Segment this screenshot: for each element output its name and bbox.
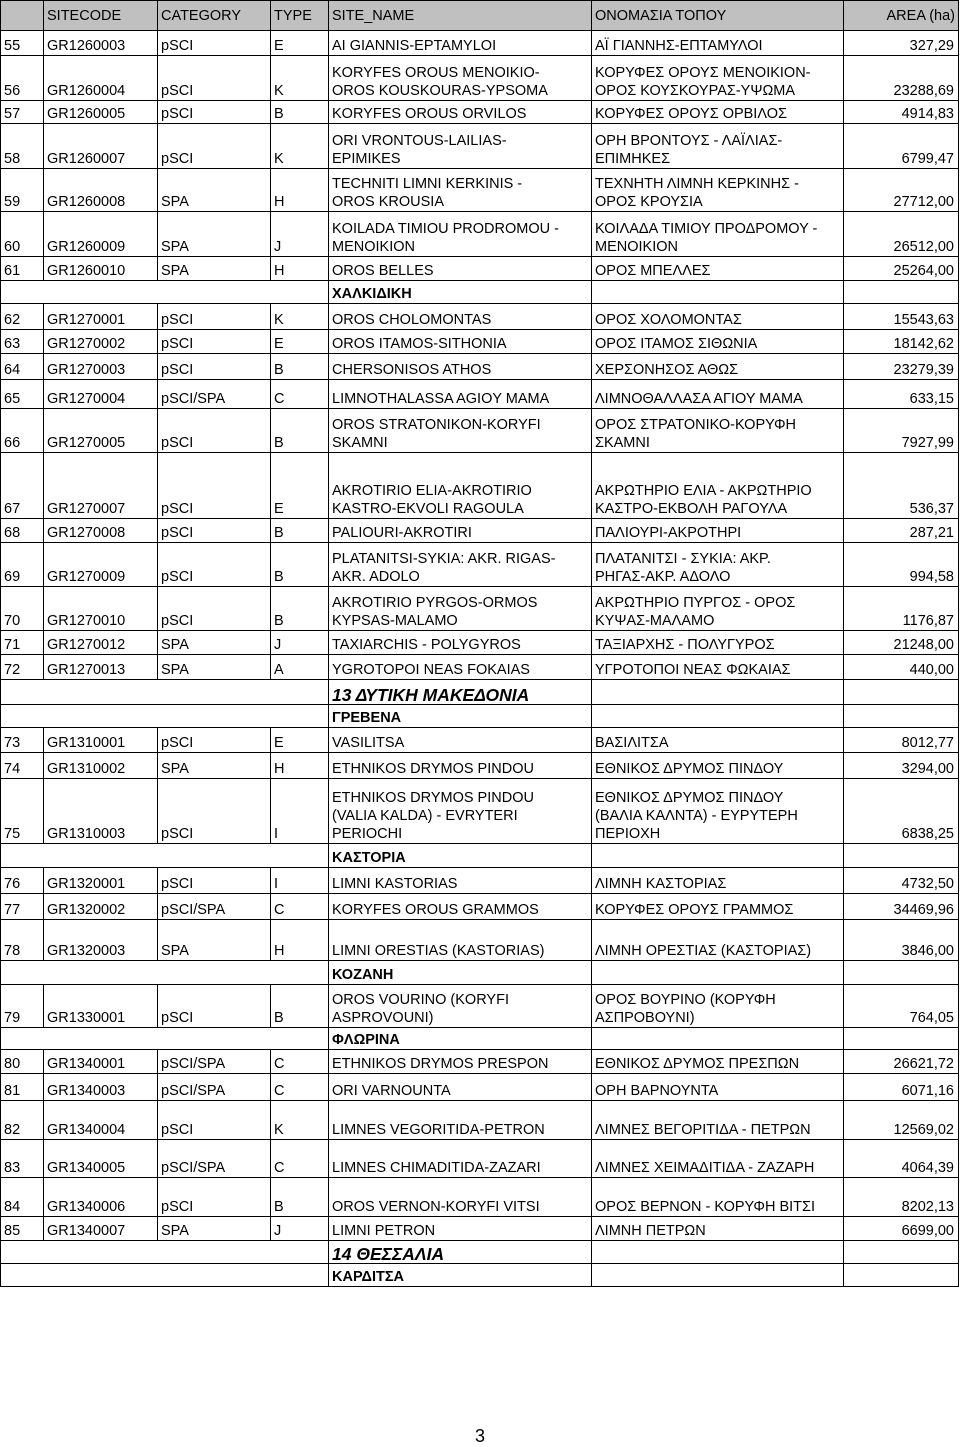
type-cell: I [271, 868, 329, 894]
area-cell: 440,00 [844, 655, 959, 680]
type-cell: E [271, 330, 329, 354]
header-category: CATEGORY [158, 1, 271, 31]
subregion-heading-row [1, 961, 959, 985]
category-cell: SPA [158, 169, 271, 212]
sitecode-cell: GR1260008 [44, 169, 158, 212]
table-row [1, 354, 959, 380]
greek-name-cell: ΛΙΜΝΟΘΑΛΛΑΣΑ ΑΓΙΟΥ ΜΑΜΑ [592, 380, 844, 409]
table-row [1, 453, 959, 519]
heading-spacer [592, 281, 844, 304]
site-name-cell: OROS CHOLOMONTAS [329, 304, 592, 330]
category-cell: pSCI [158, 354, 271, 380]
category-cell: SPA [158, 257, 271, 281]
heading-spacer [844, 1264, 959, 1287]
header-site-name: SITE_NAME [329, 1, 592, 31]
category-cell: SPA [158, 655, 271, 680]
table-row [1, 728, 959, 753]
table-row [1, 380, 959, 409]
heading-spacer [844, 961, 959, 985]
sitecode-cell: GR1270010 [44, 587, 158, 631]
site-name-cell: OROS BELLES [329, 257, 592, 281]
area-cell: 12569,02 [844, 1101, 959, 1140]
table-row [1, 1050, 959, 1074]
area-cell: 3846,00 [844, 920, 959, 961]
type-cell: B [271, 985, 329, 1028]
region-heading-row [1, 1241, 959, 1264]
header-area: AREA (ha) [844, 1, 959, 31]
sitecode-cell: GR1260005 [44, 101, 158, 124]
site-name-cell: KORYFES OROUS ORVILOS [329, 101, 592, 124]
category-cell: pSCI [158, 779, 271, 844]
heading-spacer [592, 1241, 844, 1264]
greek-name-cell: ΑΪ ΓΙΑΝΝΗΣ-ΕΠΤΑΜΥΛΟΙ [592, 31, 844, 56]
table-row [1, 409, 959, 453]
site-name-cell: AKROTIRIO PYRGOS-ORMOS KYPSAS-MALAMO [329, 587, 592, 631]
table-row [1, 1074, 959, 1101]
site-name-cell: ETHNIKOS DRYMOS PINDOU [329, 753, 592, 779]
area-cell: 27712,00 [844, 169, 959, 212]
sitecode-cell: GR1340006 [44, 1178, 158, 1217]
site-name-cell: PALIOURI-AKROTIRI [329, 519, 592, 543]
row-number: 83 [1, 1140, 44, 1178]
site-name-cell: LIMNES CHIMADITIDA-ZAZARI [329, 1140, 592, 1178]
sitecode-cell: GR1260009 [44, 212, 158, 257]
site-name-cell: LIMNI ORESTIAS (KASTORIAS) [329, 920, 592, 961]
category-cell: pSCI [158, 31, 271, 56]
row-number: 69 [1, 543, 44, 587]
area-cell: 8202,13 [844, 1178, 959, 1217]
type-cell: C [271, 1140, 329, 1178]
site-name-cell: AKROTIRIO ELIA-AKROTIRIO KASTRO-EKVOLI RAGOULA [329, 453, 592, 519]
greek-name-cell: ΟΡΗ ΒΡΟΝΤΟΥΣ - ΛΑΪΛΙΑΣ- ΕΠΙΜΗΚΕΣ [592, 124, 844, 169]
table-row [1, 543, 959, 587]
area-cell: 8012,77 [844, 728, 959, 753]
row-number: 82 [1, 1101, 44, 1140]
area-cell: 23279,39 [844, 354, 959, 380]
row-number: 59 [1, 169, 44, 212]
subregion-heading-row [1, 1264, 959, 1287]
area-cell: 15543,63 [844, 304, 959, 330]
row-number: 72 [1, 655, 44, 680]
row-number: 85 [1, 1217, 44, 1241]
area-cell: 25264,00 [844, 257, 959, 281]
site-name-cell: PLATANITSI-SYKIA: AKR. RIGAS- AKR. ADOLO [329, 543, 592, 587]
table-row [1, 101, 959, 124]
heading-spacer [592, 1028, 844, 1050]
category-cell: SPA [158, 920, 271, 961]
category-cell: pSCI [158, 56, 271, 101]
type-cell: B [271, 543, 329, 587]
site-name-cell: OROS ITAMOS-SITHONIA [329, 330, 592, 354]
greek-name-cell: ΟΡΟΣ ΣΤΡΑΤΟΝΙΚΟ-ΚΟΡΥΦΗ ΣΚΑΜΝΙ [592, 409, 844, 453]
type-cell: H [271, 257, 329, 281]
row-number: 76 [1, 868, 44, 894]
greek-name-cell: ΕΘΝΙΚΟΣ ΔΡΥΜΟΣ ΠΙΝΔΟΥ [592, 753, 844, 779]
heading-spacer [1, 844, 329, 868]
site-name-cell: TAXIARCHIS - POLYGYROS [329, 631, 592, 655]
type-cell: H [271, 169, 329, 212]
area-cell: 23288,69 [844, 56, 959, 101]
area-cell: 26621,72 [844, 1050, 959, 1074]
heading-spacer [592, 680, 844, 705]
header-type: TYPE [271, 1, 329, 31]
page-number: 3 [474, 1426, 485, 1446]
type-cell: J [271, 1217, 329, 1241]
sitecode-cell: GR1310002 [44, 753, 158, 779]
region-heading: 14 ΘΕΣΣΑΛΙΑ [329, 1241, 592, 1264]
greek-name-cell: ΟΡΟΣ ΜΠΕΛΛΕΣ [592, 257, 844, 281]
sitecode-cell: GR1320003 [44, 920, 158, 961]
area-cell: 18142,62 [844, 330, 959, 354]
row-number: 63 [1, 330, 44, 354]
area-cell: 6799,47 [844, 124, 959, 169]
type-cell: K [271, 56, 329, 101]
category-cell: SPA [158, 631, 271, 655]
greek-name-cell: ΛΙΜΝΗ ΚΑΣΤΟΡΙΑΣ [592, 868, 844, 894]
table-row [1, 1178, 959, 1217]
type-cell: A [271, 655, 329, 680]
site-name-cell: ETHNIKOS DRYMOS PRESPON [329, 1050, 592, 1074]
greek-name-cell: ΛΙΜΝΕΣ ΒΕΓΟΡΙΤΙΔΑ - ΠΕΤΡΩΝ [592, 1101, 844, 1140]
subregion-heading-row [1, 1028, 959, 1050]
heading-spacer [844, 680, 959, 705]
heading-spacer [1, 1241, 329, 1264]
area-cell: 34469,96 [844, 894, 959, 920]
table-row [1, 1217, 959, 1241]
type-cell: C [271, 380, 329, 409]
greek-name-cell: ΛΙΜΝΗ ΠΕΤΡΩΝ [592, 1217, 844, 1241]
category-cell: SPA [158, 753, 271, 779]
type-cell: E [271, 453, 329, 519]
sitecode-cell: GR1270009 [44, 543, 158, 587]
area-cell: 4914,83 [844, 101, 959, 124]
category-cell: pSCI [158, 409, 271, 453]
site-name-cell: OROS STRATONIKON-KORYFI SKAMNI [329, 409, 592, 453]
header-row [1, 1, 959, 31]
area-cell: 633,15 [844, 380, 959, 409]
heading-spacer [1, 961, 329, 985]
category-cell: SPA [158, 1217, 271, 1241]
table-row [1, 519, 959, 543]
site-name-cell: OROS VOURINO (KORYFI ASPROVOUNI) [329, 985, 592, 1028]
row-number: 68 [1, 519, 44, 543]
table-row [1, 257, 959, 281]
category-cell: pSCI [158, 985, 271, 1028]
area-cell: 536,37 [844, 453, 959, 519]
area-cell: 3294,00 [844, 753, 959, 779]
row-number: 64 [1, 354, 44, 380]
table-row [1, 212, 959, 257]
type-cell: B [271, 101, 329, 124]
greek-name-cell: ΟΡΗ ΒΑΡΝΟΥΝΤΑ [592, 1074, 844, 1101]
sitecode-cell: GR1270012 [44, 631, 158, 655]
row-number: 77 [1, 894, 44, 920]
table-row [1, 920, 959, 961]
table-row [1, 587, 959, 631]
category-cell: pSCI [158, 453, 271, 519]
sitecode-cell: GR1260007 [44, 124, 158, 169]
category-cell: pSCI/SPA [158, 380, 271, 409]
greek-name-cell: ΚΟΙΛΑΔΑ ΤΙΜΙΟΥ ΠΡΟΔΡΟΜΟΥ - ΜΕΝΟΙΚΙΟΝ [592, 212, 844, 257]
type-cell: B [271, 1178, 329, 1217]
sitecode-cell: GR1320001 [44, 868, 158, 894]
subregion-heading: ΚΑΡΔΙΤΣΑ [329, 1264, 592, 1287]
area-cell: 21248,00 [844, 631, 959, 655]
table-row [1, 655, 959, 680]
type-cell: J [271, 212, 329, 257]
sitecode-cell: GR1270001 [44, 304, 158, 330]
sitecode-cell: GR1340004 [44, 1101, 158, 1140]
sitecode-cell: GR1260003 [44, 31, 158, 56]
heading-spacer [1, 281, 329, 304]
row-number: 84 [1, 1178, 44, 1217]
type-cell: H [271, 920, 329, 961]
row-number: 67 [1, 453, 44, 519]
greek-name-cell: ΟΡΟΣ ΒΟΥΡΙΝΟ (ΚΟΡΥΦΗ ΑΣΠΡΟΒΟΥΝΙ) [592, 985, 844, 1028]
greek-name-cell: ΒΑΣΙΛΙΤΣΑ [592, 728, 844, 753]
category-cell: pSCI/SPA [158, 1074, 271, 1101]
type-cell: K [271, 304, 329, 330]
sitecode-cell: GR1330001 [44, 985, 158, 1028]
greek-name-cell: ΥΓΡΟΤΟΠΟΙ ΝΕΑΣ ΦΩΚΑΙΑΣ [592, 655, 844, 680]
greek-name-cell: ΚΟΡΥΦΕΣ ΟΡΟΥΣ ΜΕΝΟΙΚΙΟΝ- ΟΡΟΣ ΚΟΥΣΚΟΥΡΑΣ-ΥΨΩΜΑ [592, 56, 844, 101]
site-name-cell: CHERSONISOS ATHOS [329, 354, 592, 380]
table-row [1, 631, 959, 655]
row-number: 78 [1, 920, 44, 961]
site-name-cell: KORYFES OROUS GRAMMOS [329, 894, 592, 920]
area-cell: 6071,16 [844, 1074, 959, 1101]
heading-spacer [592, 1264, 844, 1287]
heading-spacer [844, 281, 959, 304]
category-cell: pSCI [158, 543, 271, 587]
row-number: 79 [1, 985, 44, 1028]
row-number: 80 [1, 1050, 44, 1074]
greek-name-cell: ΟΡΟΣ ΒΕΡΝΟΝ - ΚΟΡΥΦΗ ΒΙΤΣΙ [592, 1178, 844, 1217]
type-cell: B [271, 409, 329, 453]
heading-spacer [844, 705, 959, 728]
type-cell: B [271, 587, 329, 631]
header-greek-name: ΟΝΟΜΑΣΙΑ ΤΟΠΟΥ [592, 1, 844, 31]
type-cell: H [271, 753, 329, 779]
greek-name-cell: ΧΕΡΣΟΝΗΣΟΣ ΑΘΩΣ [592, 354, 844, 380]
category-cell: pSCI [158, 304, 271, 330]
site-name-cell: YGROTOPOI NEAS FOKAIAS [329, 655, 592, 680]
table-row [1, 1140, 959, 1178]
heading-spacer [592, 705, 844, 728]
site-name-cell: KORYFES OROUS MENOIKIO- OROS KOUSKOURAS-YPSOMA [329, 56, 592, 101]
region-heading: 13 ΔΥΤΙΚΗ ΜΑΚΕΔΟΝΙΑ [329, 680, 592, 705]
row-number: 60 [1, 212, 44, 257]
category-cell: pSCI [158, 330, 271, 354]
sitecode-cell: GR1260010 [44, 257, 158, 281]
category-cell: pSCI [158, 1101, 271, 1140]
row-number: 71 [1, 631, 44, 655]
table-row [1, 56, 959, 101]
row-number: 62 [1, 304, 44, 330]
greek-name-cell: ΕΘΝΙΚΟΣ ΔΡΥΜΟΣ ΠΙΝΔΟΥ (ΒΑΛΙΑ ΚΑΛΝΤΑ) - ΕΥΡΥΤΕΡΗ ΠΕΡΙΟΧΗ [592, 779, 844, 844]
sitecode-cell: GR1340007 [44, 1217, 158, 1241]
row-number: 70 [1, 587, 44, 631]
category-cell: pSCI [158, 1178, 271, 1217]
type-cell: K [271, 1101, 329, 1140]
site-name-cell: AI GIANNIS-EPTAMYLOI [329, 31, 592, 56]
site-name-cell: ORI VARNOUNTA [329, 1074, 592, 1101]
sitecode-cell: GR1270013 [44, 655, 158, 680]
type-cell: B [271, 354, 329, 380]
heading-spacer [844, 844, 959, 868]
type-cell: C [271, 1050, 329, 1074]
table-row [1, 894, 959, 920]
table-body [1, 31, 959, 1287]
area-cell: 327,29 [844, 31, 959, 56]
row-number: 73 [1, 728, 44, 753]
row-number: 57 [1, 101, 44, 124]
site-name-cell: LIMNI PETRON [329, 1217, 592, 1241]
category-cell: pSCI/SPA [158, 1140, 271, 1178]
table-row [1, 124, 959, 169]
type-cell: B [271, 519, 329, 543]
site-name-cell: VASILITSA [329, 728, 592, 753]
row-number: 81 [1, 1074, 44, 1101]
subregion-heading: ΧΑΛΚΙΔΙΚΗ [329, 281, 592, 304]
sitecode-cell: GR1310001 [44, 728, 158, 753]
heading-spacer [592, 844, 844, 868]
table-row [1, 753, 959, 779]
greek-name-cell: ΟΡΟΣ ΙΤΑΜΟΣ ΣΙΘΩΝΙΑ [592, 330, 844, 354]
heading-spacer [844, 1028, 959, 1050]
header-no [1, 1, 44, 31]
area-cell: 994,58 [844, 543, 959, 587]
site-name-cell: LIMNOTHALASSA AGIOY MAMA [329, 380, 592, 409]
subregion-heading: ΓΡΕΒΕΝΑ [329, 705, 592, 728]
category-cell: pSCI [158, 519, 271, 543]
heading-spacer [1, 705, 329, 728]
greek-name-cell: ΤΑΞΙΑΡΧΗΣ - ΠΟΛΥΓΥΡΟΣ [592, 631, 844, 655]
greek-name-cell: ΛΙΜΝΗ ΟΡΕΣΤΙΑΣ (ΚΑΣΤΟΡΙΑΣ) [592, 920, 844, 961]
category-cell: pSCI [158, 124, 271, 169]
row-number: 55 [1, 31, 44, 56]
heading-spacer [592, 961, 844, 985]
table-row [1, 779, 959, 844]
area-cell: 7927,99 [844, 409, 959, 453]
area-cell: 6838,25 [844, 779, 959, 844]
sitecode-cell: GR1340001 [44, 1050, 158, 1074]
subregion-heading-row [1, 705, 959, 728]
area-cell: 1176,87 [844, 587, 959, 631]
sitecode-cell: GR1340005 [44, 1140, 158, 1178]
category-cell: pSCI [158, 728, 271, 753]
sitecode-cell: GR1270005 [44, 409, 158, 453]
type-cell: E [271, 728, 329, 753]
heading-spacer [1, 1264, 329, 1287]
sitecode-cell: GR1310003 [44, 779, 158, 844]
table-row [1, 330, 959, 354]
site-name-cell: TECHNITI LIMNI KERKINIS - OROS KROUSIA [329, 169, 592, 212]
type-cell: C [271, 1074, 329, 1101]
sitecode-cell: GR1270007 [44, 453, 158, 519]
table-row [1, 169, 959, 212]
sitecode-cell: GR1270003 [44, 354, 158, 380]
heading-spacer [844, 1241, 959, 1264]
sitecode-cell: GR1270004 [44, 380, 158, 409]
category-cell: pSCI/SPA [158, 1050, 271, 1074]
row-number: 56 [1, 56, 44, 101]
type-cell: E [271, 31, 329, 56]
row-number: 66 [1, 409, 44, 453]
greek-name-cell: ΠΛΑΤΑΝΙΤΣΙ - ΣΥΚΙΑ: ΑΚΡ. ΡΗΓΑΣ-ΑΚΡ. ΑΔΟΛΟ [592, 543, 844, 587]
site-name-cell: ORI VRONTOUS-LAILIAS- EPIMIKES [329, 124, 592, 169]
row-number: 61 [1, 257, 44, 281]
sitecode-cell: GR1270008 [44, 519, 158, 543]
site-name-cell: LIMNES VEGORITIDA-PETRON [329, 1101, 592, 1140]
sitecode-cell: GR1320002 [44, 894, 158, 920]
row-number: 65 [1, 380, 44, 409]
category-cell: pSCI [158, 868, 271, 894]
area-cell: 26512,00 [844, 212, 959, 257]
sitecode-cell: GR1270002 [44, 330, 158, 354]
sitecode-cell: GR1340003 [44, 1074, 158, 1101]
subregion-heading: ΚΟΖΑΝΗ [329, 961, 592, 985]
greek-name-cell: ΟΡΟΣ ΧΟΛΟΜΟΝΤΑΣ [592, 304, 844, 330]
subregion-heading: ΚΑΣΤΟΡΙΑ [329, 844, 592, 868]
row-number: 75 [1, 779, 44, 844]
subregion-heading: ΦΛΩΡΙΝΑ [329, 1028, 592, 1050]
row-number: 74 [1, 753, 44, 779]
subregion-heading-row [1, 844, 959, 868]
greek-name-cell: ΠΑΛΙΟΥΡΙ-ΑΚΡΟΤΗΡΙ [592, 519, 844, 543]
site-name-cell: KOILADA TIMIOU PRODROMOU - MENOIKION [329, 212, 592, 257]
area-cell: 4732,50 [844, 868, 959, 894]
type-cell: C [271, 894, 329, 920]
table-row [1, 868, 959, 894]
row-number: 58 [1, 124, 44, 169]
heading-spacer [1, 1028, 329, 1050]
table-row [1, 304, 959, 330]
header-sitecode: SITECODE [44, 1, 158, 31]
type-cell: K [271, 124, 329, 169]
type-cell: I [271, 779, 329, 844]
subregion-heading-row [1, 281, 959, 304]
table-row [1, 1101, 959, 1140]
table-row [1, 31, 959, 56]
category-cell: SPA [158, 212, 271, 257]
site-name-cell: OROS VERNON-KORYFI VITSI [329, 1178, 592, 1217]
greek-name-cell: ΕΘΝΙΚΟΣ ΔΡΥΜΟΣ ΠΡΕΣΠΩΝ [592, 1050, 844, 1074]
heading-spacer [1, 680, 329, 705]
region-heading-row [1, 680, 959, 705]
area-cell: 6699,00 [844, 1217, 959, 1241]
table-row [1, 985, 959, 1028]
category-cell: pSCI [158, 587, 271, 631]
greek-name-cell: ΑΚΡΩΤΗΡΙΟ ΠΥΡΓΟΣ - ΟΡΟΣ ΚΥΨΑΣ-ΜΑΛΑΜΟ [592, 587, 844, 631]
site-name-cell: LIMNI KASTORIAS [329, 868, 592, 894]
greek-name-cell: ΑΚΡΩΤΗΡΙΟ ΕΛΙΑ - ΑΚΡΩΤΗΡΙΟ ΚΑΣΤΡΟ-ΕΚΒΟΛΗ ΡΑΓΟΥΛΑ [592, 453, 844, 519]
area-cell: 764,05 [844, 985, 959, 1028]
area-cell: 287,21 [844, 519, 959, 543]
area-cell: 4064,39 [844, 1140, 959, 1178]
type-cell: J [271, 631, 329, 655]
greek-name-cell: ΚΟΡΥΦΕΣ ΟΡΟΥΣ ΓΡΑΜΜΟΣ [592, 894, 844, 920]
category-cell: pSCI [158, 101, 271, 124]
sitecode-cell: GR1260004 [44, 56, 158, 101]
greek-name-cell: ΛΙΜΝΕΣ ΧΕΙΜΑΔΙΤΙΔΑ - ΖΑΖΑΡΗ [592, 1140, 844, 1178]
category-cell: pSCI/SPA [158, 894, 271, 920]
greek-name-cell: ΤΕΧΝΗΤΗ ΛΙΜΝΗ ΚΕΡΚΙΝΗΣ - ΟΡΟΣ ΚΡΟΥΣΙΑ [592, 169, 844, 212]
site-name-cell: ETHNIKOS DRYMOS PINDOU (VALIA KALDA) - EVRYTERI PERIOCHI [329, 779, 592, 844]
greek-name-cell: ΚΟΡΥΦΕΣ ΟΡΟΥΣ ΟΡΒΙΛΟΣ [592, 101, 844, 124]
